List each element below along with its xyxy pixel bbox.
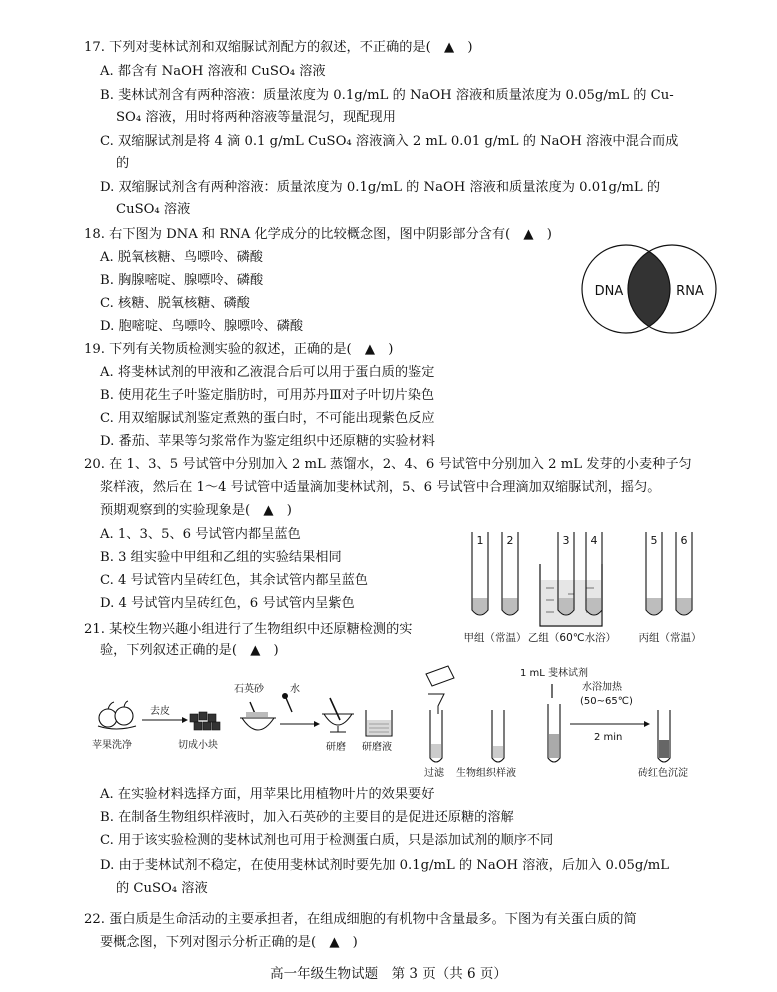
q21-option-d-cont: 的 CuSO₄ 溶液 — [116, 881, 208, 896]
label-result: 砖红色沉淀 — [638, 768, 688, 779]
q22-stem-cont: 要概念图，下列对图示分析正确的是( ▲ ) — [100, 935, 358, 950]
venn-rna-label: RNA — [676, 284, 704, 299]
mortar-icon — [240, 702, 276, 730]
q19-option-c: C. 用双缩脲试剂鉴定煮熟的蛋白时，不可能出现紫色反应 — [100, 411, 435, 426]
label-peel: 去皮 — [150, 706, 170, 717]
q18-stem: 18. 右下图为 DNA 和 RNA 化学成分的比较概念图，图中阴影部分含有( ▲ ) — [84, 227, 552, 242]
beaker-icon — [366, 710, 392, 736]
q19-option-b: B. 使用花生子叶鉴定脂肪时，可用苏丹Ⅲ对子叶切片染色 — [100, 388, 435, 403]
tube-2-label: 2 — [506, 534, 514, 547]
q18-option-a: A. 脱氧核糖、鸟嘌呤、磷酸 — [100, 250, 263, 265]
q17-option-c-cont: 的 — [116, 156, 130, 171]
q20-stem-cont: 浆样液，然后在 1～4 号试管中适量滴加斐林试剂，5、6 号试管中合理滴加双缩脲试剂，摇匀。 — [100, 480, 661, 495]
q21-option-d: D. 由于斐林试剂不稳定，在使用斐林试剂时要先加 0.1g/mL 的 NaOH 溶液，后加入 0.05g/mL — [100, 858, 670, 873]
group-c-label: 丙组（常温） — [638, 632, 702, 644]
apple-cubes-icon — [190, 712, 220, 730]
sample-tube-icon — [492, 710, 504, 762]
q21-option-a: A. 在实验材料选择方面，用苹果比用植物叶片的效果要好 — [100, 787, 435, 802]
q19-option-a: A. 将斐林试剂的甲液和乙液混合后可以用于蛋白质的鉴定 — [100, 365, 435, 380]
dropper-icon — [282, 693, 292, 712]
q19-option-d: D. 番茄、苹果等匀浆常作为鉴定组织中还原糖的实验材料 — [100, 434, 435, 449]
q18-option-c: C. 核糖、脱氧核糖、磷酸 — [100, 296, 250, 311]
label-time: 2 min — [594, 732, 623, 743]
tube-1-label: 1 — [476, 534, 484, 547]
q17-option-c: C. 双缩脲试剂是将 4 滴 0.1 g/mL CuSO₄ 溶液滴入 2 mL 0.01 g/mL 的 NaOH 溶液中混合而成 — [100, 134, 679, 149]
venn-diagram — [580, 243, 720, 335]
result-tube-icon — [658, 710, 670, 762]
group-b-label: 乙组（60℃水浴） — [527, 632, 617, 644]
label-cut: 切成小块 — [178, 740, 218, 751]
q17-stem: 17. 下列对斐林试剂和双缩脲试剂配方的叙述，不正确的是( ▲ ) — [84, 40, 473, 55]
label-quartz: 石英砂 — [234, 684, 264, 695]
label-wash: 苹果洗净 — [92, 740, 132, 751]
q20-stem: 20. 在 1、3、5 号试管中分别加入 2 mL 蒸馏水，2、4、6 号试管中分别加入 2 mL 发芽的小麦种子匀 — [84, 457, 692, 472]
q20-option-a: A. 1、3、5、6 号试管内都呈蓝色 — [100, 527, 301, 542]
tube-4-label: 4 — [590, 534, 598, 547]
group-a-label: 甲组（常温） — [463, 632, 527, 644]
q21-stem: 21. 某校生物兴趣小组进行了生物组织中还原糖检测的实 — [84, 622, 413, 637]
q17-option-a: A. 都含有 NaOH 溶液和 CuSO₄ 溶液 — [100, 64, 326, 79]
q18-option-b: B. 胸腺嘧啶、腺嘌呤、磷酸 — [100, 273, 264, 288]
label-slurry: 研磨液 — [362, 742, 392, 753]
procedure-figure — [86, 664, 706, 782]
tube-6-label: 6 — [680, 534, 688, 547]
label-water: 水 — [290, 684, 300, 695]
label-filter: 过滤 — [424, 768, 444, 779]
label-bath: 水浴加热 — [582, 682, 622, 693]
q17-option-d: D. 双缩脲试剂含有两种溶液：质量浓度为 0.1g/mL 的 NaOH 溶液和质量浓度为 0.01g/mL 的 — [100, 180, 661, 195]
q21-stem-cont: 验，下列叙述正确的是( ▲ ) — [100, 643, 279, 658]
q17-option-b: B. 斐林试剂含有两种溶液：质量浓度为 0.1g/mL 的 NaOH 溶液和质量浓度为 0.05g/mL 的 Cu- — [100, 88, 674, 103]
q20-option-b: B. 3 组实验中甲组和乙组的实验结果相同 — [100, 550, 342, 565]
q17-option-b-cont: SO₄ 溶液，用时将两种溶液等量混匀，现配现用 — [116, 110, 396, 125]
page-footer: 高一年级生物试题 第 3 页（共 6 页） — [270, 966, 507, 982]
q20-option-d: D. 4 号试管内呈砖红色，6 号试管内呈紫色 — [100, 596, 355, 611]
q17-option-d-cont: CuSO₄ 溶液 — [116, 202, 191, 217]
label-grind: 研磨 — [326, 742, 346, 753]
grinding-bowl-icon — [322, 698, 354, 732]
q20-option-c: C. 4 号试管内呈砖红色，其余试管内都呈蓝色 — [100, 573, 368, 588]
tube-3-label: 3 — [562, 534, 570, 547]
venn-dna-label: DNA — [594, 284, 624, 299]
q21-option-c: C. 用于该实验检测的斐林试剂也可用于检测蛋白质，只是添加试剂的顺序不同 — [100, 833, 554, 848]
q18-option-d: D. 胞嘧啶、鸟嘌呤、腺嘌呤、磷酸 — [100, 319, 304, 334]
q21-option-b: B. 在制备生物组织样液时，加入石英砂的主要目的是促进还原糖的溶解 — [100, 810, 514, 825]
q19-stem: 19. 下列有关物质检测实验的叙述，正确的是( ▲ ) — [84, 342, 394, 357]
reagent-tube-icon — [548, 684, 560, 762]
label-reagent: 1 mL 斐林试剂 — [520, 668, 589, 679]
label-temp: (50~65℃) — [580, 696, 633, 707]
label-sample: 生物组织样液 — [456, 768, 516, 779]
test-tube-figure — [462, 528, 712, 646]
q22-stem: 22. 蛋白质是生命活动的主要承担者，在组成细胞的有机物中含量最多。下图为有关蛋白质的简 — [84, 912, 637, 927]
tube-5-label: 5 — [650, 534, 658, 547]
q20-stem-cont2: 预期观察到的实验现象是( ▲ ) — [100, 503, 292, 518]
filter-funnel-icon — [426, 666, 454, 762]
apple-icon — [98, 701, 136, 729]
